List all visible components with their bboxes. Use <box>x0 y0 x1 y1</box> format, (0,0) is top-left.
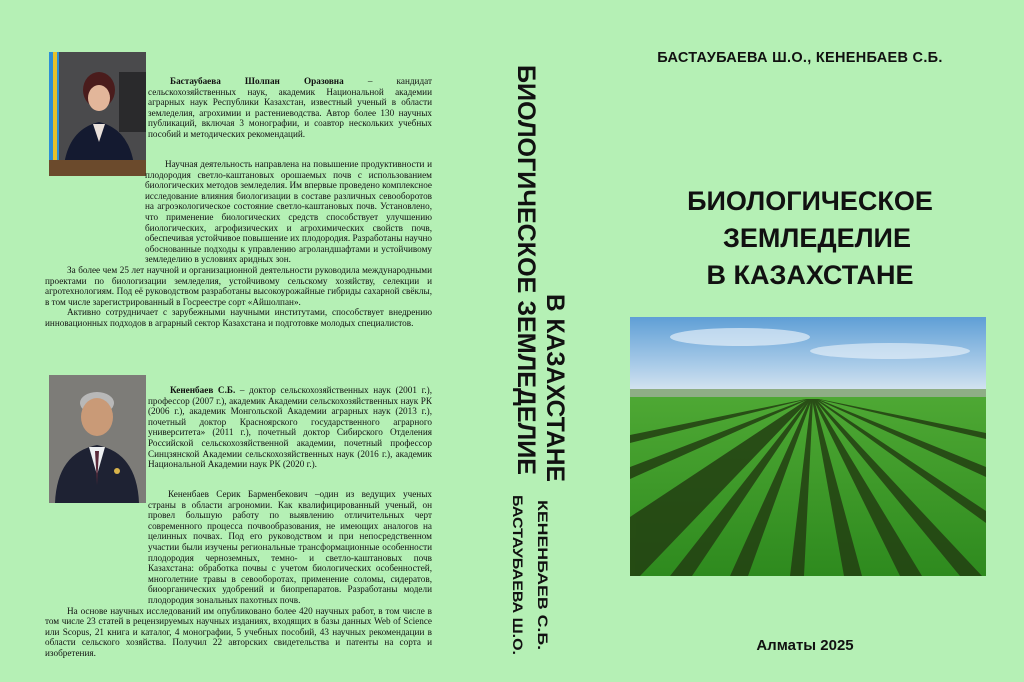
author1-bio-paragraph: Активно сотрудничает с зарубежными научными институтами, способствует внедрению инновационных подходов в аграрный сектор Казахстана и подготовке молодых специалистов. <box>45 307 432 328</box>
front-authors: БАСТАУБАЕВА Ш.О., КЕНЕНБАЕВ С.Б. <box>657 50 943 66</box>
author2-bio-body <box>45 489 432 659</box>
woman-portrait-image <box>49 52 146 176</box>
front-title-line: В КАЗАХСТАНЕ <box>706 260 914 290</box>
author2-name: Кененбаев С.Б. <box>170 385 236 395</box>
author1-bio-intro <box>148 76 432 140</box>
spine-title-line1: БИОЛОГИЧЕСКОЕ ЗЕМЛЕДЕЛИЕ <box>512 65 540 474</box>
author1-bio-paragraph: Научная деятельность направлена на повышение продуктивности и плодородия светло-каштановых орошаемых почв с использованием биологических методов земледелия. Им впервые проведено комплексное исследование влияния биологизации в составе различных севооборотов на агроэкологическое состояние светло-каштановых почв. Установлено, что применение биологических средств способствует улучшению биологических, агрофизических и агрохимических свойств почв, обеспечивая устойчивое повышение их плодородия. Разработаны научно обоснованные подходы к управлению агроландшафтами и устойчивому земледелию в условиях аридных зон. <box>145 159 432 265</box>
front-title <box>630 183 990 294</box>
field-image <box>630 317 986 576</box>
author2-bio-intro <box>148 385 432 470</box>
spine-author1: БАСТАУБАЕВА Ш.О. <box>510 495 526 636</box>
front-title-line: ЗЕМЛЕДЕЛИЕ <box>723 223 911 253</box>
author2-bio-paragraph: Кененбаев Серик Барменбекович –один из ведущих ученых страны в области агрономии. Как квалифицированный ученый, он провел большую работу по выявлению отличительных черт современного процесса почвообразования, не имеющих аналогов на целинных почвах. Под его руководством и при непосредственном участии были изучены региональные трансформационные особенности плодородия черноземных, темно- и светло-каштановых почв Казахстана: обработка почвы с учетом биологических особенностей, многолетние травы в севооборотах, применение соломы, сидератов, биоорганических удобрений и биопрепаратов. Разработаны модели плодородия зональных пахотных почв. <box>148 489 432 605</box>
front-title-line: БИОЛОГИЧЕСКОЕ <box>687 186 933 216</box>
man-portrait-image <box>49 375 146 503</box>
spine-title-line2: В КАЗАХСТАНЕ <box>541 294 569 486</box>
spine-author2: КЕНЕНБАЕВ С.Б. <box>535 500 551 619</box>
author1-intro-text: – кандидат сельскохозяйственных наук, академик Национальной академии аграрных наук Республики Казахстан, известный ученый в области земледелия, агрохимии и растениеводства. Автор более 130 научных публикаций, включая 3 монографии, и соавтор нескольких учебных пособий и методических рекомендаций. <box>148 76 432 139</box>
spine-title <box>496 60 569 486</box>
publisher-city-year: Алматы 2025 <box>756 637 854 654</box>
author1-bio-paragraph: За более чем 25 лет научной и организационной деятельности руководила международными проектами по биологизации земледелия, устойчивому сельскому хозяйству, селекции и агротехнологиям. Под её руководством разработаны высокоурожайные гибриды сахарной свёклы, в том числе зарегистрированный в Госреестре сорт «Айшолпан». <box>45 264 432 307</box>
crop-field-photo <box>630 317 986 576</box>
spine-authors <box>500 490 560 660</box>
author2-intro-text: – доктор сельскохозяйственных наук (2001 г.), профессор (2007 г.), академик Академии сельскохозяйственных наук РК (2006 г.), академик Монгольской Академии аграрных наук (2013 г.), почетный доктор Красноярского государственного аграрного университета» (2011 г.), почетный доктор Сибирского Отделения Российской сельскохозяйственной академии, почетный профессор Синцзянской Академии сельскохозяйственных наук (2016 г.), академик Национальной Академии наук РК (2020 г.). <box>148 385 432 470</box>
author2-bio-paragraph: На основе научных исследований им опубликовано более 420 научных работ, в том числе в том числе 23 статей в рецензируемых научных изданиях, входящих в базы данных Web of Science или Scopus, 21 книга и каталог, 4 монографии, 5 учебных пособий, 43 научных рекомендации в области сельского хозяйства. Получил 22 авторских свидетельства и патенты на сорта и изобретения. <box>45 605 432 658</box>
author1-photo <box>49 52 146 176</box>
author2-photo <box>49 375 146 503</box>
author1-name: Бастаубаева Шолпан Оразовна <box>170 76 344 86</box>
author1-bio-body <box>45 159 432 329</box>
